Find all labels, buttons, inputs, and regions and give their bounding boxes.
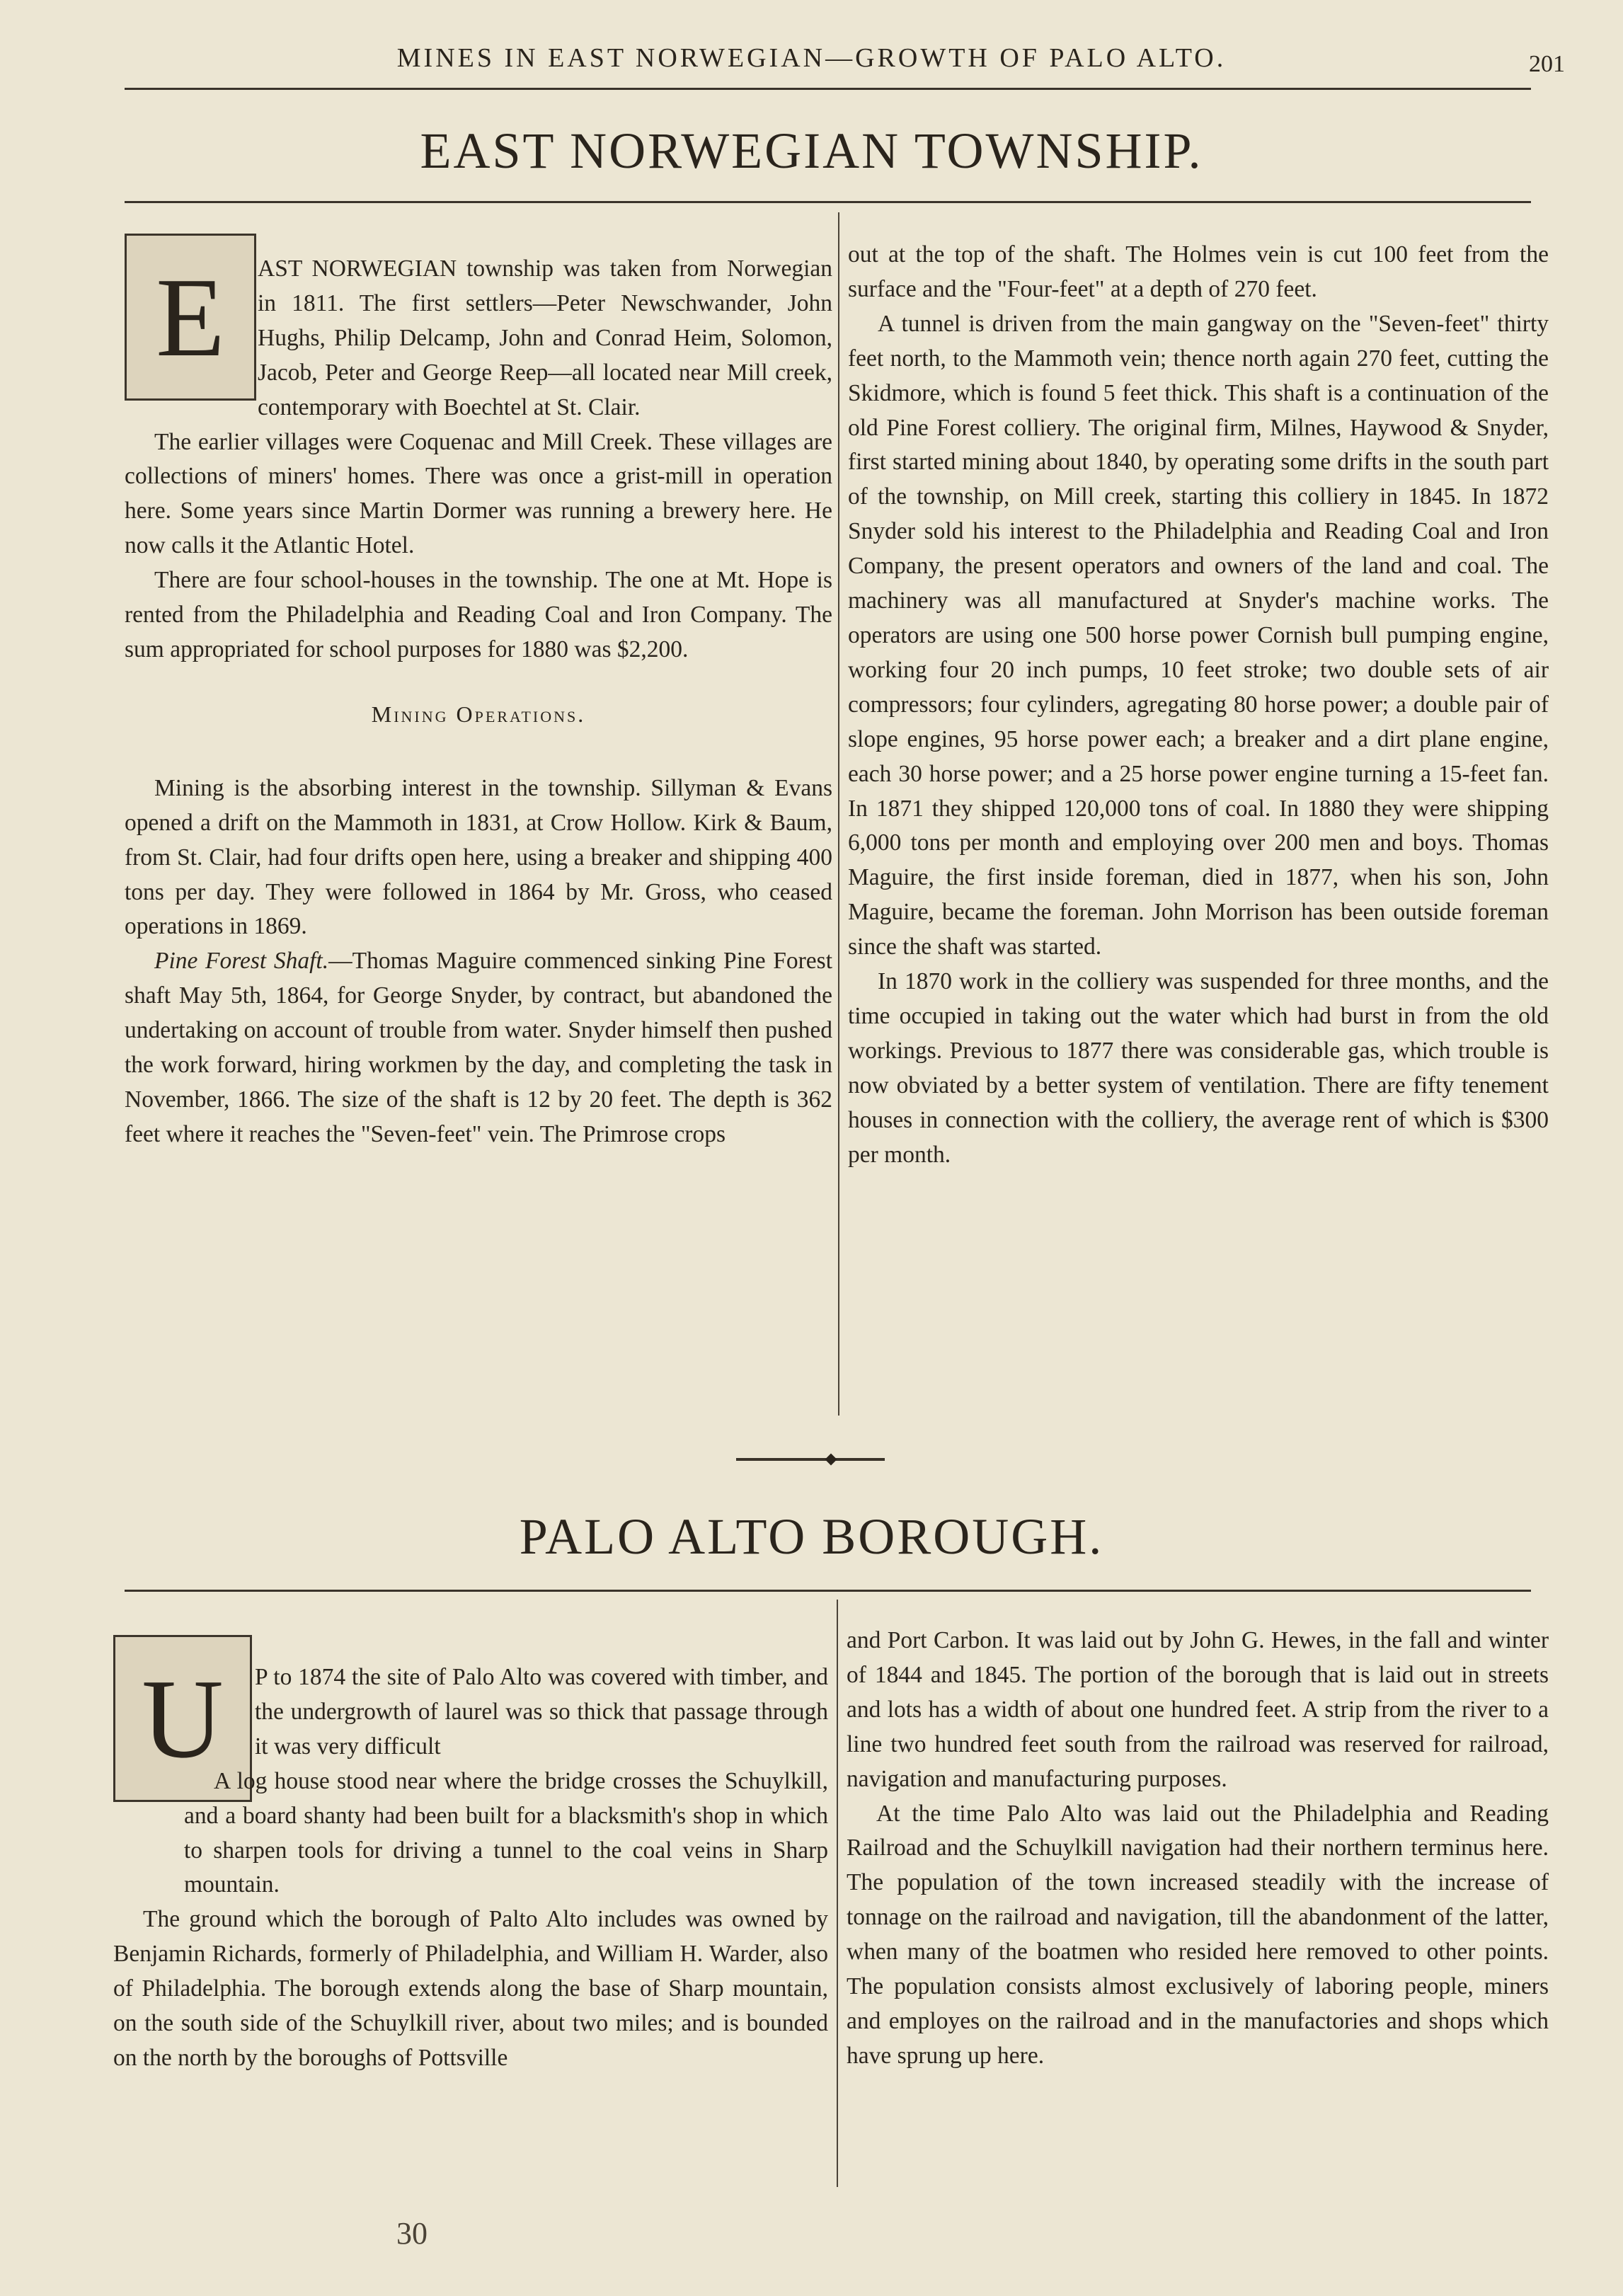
section1-paragraph: Mining is the absorbing interest in the township. Sillyman & Evans opened a drift on the Mammoth in 1831, at Crow Hollow. Kirk & Baum, from St. Clair, had four drifts open here, using a breaker and shipping 400 tons per day. They were followed in 1864 by Mr. Gross, who ceased operations in 1869. (125, 774, 832, 940)
header-rule (125, 88, 1531, 90)
section2-paragraph: The ground which the borough of Palto Alto includes was owned by Benjamin Richards, formerly of Philadelphia, and William H. Warder, also of Philadelphia. The borough extends along the base of Sharp mountain, on the south side of the Schuylkill river, about two miles; and is bounded on the north by the boroughs of Pottsville (113, 1906, 828, 2071)
section2-paragraph: and Port Carbon. It was laid out by John G. Hewes, in the fall and winter of 1844 and 1845. The portion of the borough that is laid out in streets and lots has a width of about one hundred feet. A strip from the river to a line two hundred feet south from the railroad was reserved for railroad, navigation and manufacturing purposes. (847, 1627, 1549, 1792)
section1-column-divider (838, 212, 839, 1416)
section1-paragraph: In 1870 work in the colliery was suspended for three months, and the time occupied in taking out the water which had burst in from the old workings. Previous to 1877 there was considerable gas, which trouble is now obviated by a better system of ventilation. There are fifty tenement houses in connection with the colliery, the average rent of which is $300 per month. (848, 968, 1549, 1168)
section2-column-divider (837, 1600, 838, 2187)
pine-forest-shaft-text: —Thomas Maguire commenced sinking Pine Forest shaft May 5th, 1864, for George Snyder, by contract, but abandoned the undertaking on account of trouble from water. Snyder himself then pushed the work forward, hiring workmen by the day, and completing the task in November, 1866. The size of the shaft is 12 by 20 feet. The depth is 362 feet where it reaches the "Seven-feet" vein. The Primrose crops (125, 948, 832, 1147)
page-number: 201 (1529, 51, 1565, 77)
section1-paragraph: There are four school-houses in the township. The one at Mt. Hope is rented from the Philadelphia and Reading Coal and Iron Company. The sum appropriated for school purposes for 1880 was $2,200. (125, 567, 832, 662)
section2-rule (125, 1590, 1531, 1592)
section1-paragraph: A tunnel is driven from the main gangway on the "Seven-feet" thirty feet north, to the Mammoth vein; thence north again 270 feet, cutting the Skidmore, which is found 5 feet thick. This shaft is a continuation of the old Pine Forest colliery. The original firm, Milnes, Haywood & Snyder, first started mining about 1840, by operating some drifts in the south part of the township, on Mill creek, starting this colliery in 1845. In 1872 Snyder sold his interest to the Philadelphia and Reading Coal and Iron Company, the present operators and owners of the land and coal. The machinery was all manufactured at Snyder's machine works. The operators are using one 500 horse power Cornish bull pumping engine, working four 20 inch pumps, 10 feet stroke; two double sets of air compressors; four cylinders, agregating 80 horse power; a double pair of slope engines, 95 horse power each; a breaker and a dirt plane engine, each 30 horse power; and a 25 horse power engine turning a 15-feet fan. In 1871 they shipped 120,000 tons of coal. In 1880 they were shipping 6,000 tons per month and employing over 200 men and boys. Thomas Maguire, the first inside foreman, died in 1877, when his son, John Maguire, became the foreman. John Morrison has been outside foreman since the shaft was started. (848, 310, 1549, 960)
section1-right-column (848, 238, 1549, 1172)
section2-paragraph: At the time Palo Alto was laid out the Philadelphia and Reading Railroad and the Schuylkill navigation had their northern terminus here. The population of the town increased steadily with the increase of tonnage on the railroad and navigation, till the abandonment of the latter, when many of the boatmen who resided here removed to other points. The population consists almost exclusively of laboring people, miners and employes on the railroad and in the manufactories and shops which have sprung up here. (847, 1800, 1549, 2069)
running-title: MINES IN EAST NORWEGIAN—GROWTH OF PALO ALTO. (396, 43, 1227, 73)
section2-right-column (847, 1624, 1549, 2074)
section1-paragraph: The earlier villages were Coquenac and Mill Creek. These villages are collections of miners' homes. There was once a grist-mill in operation here. Some years since Martin Dormer was running a brewery here. He now calls it the Atlantic Hotel. (125, 428, 832, 559)
pine-forest-shaft-heading: Pine Forest Shaft. (154, 948, 329, 975)
section1-left-column (125, 252, 832, 1152)
drop-cap-u: U (113, 1635, 252, 1802)
mining-operations-subhead: Mining Operations. (371, 701, 586, 727)
section1-paragraph (125, 944, 832, 1152)
section-title-east-norwegian: EAST NORWEGIAN TOWNSHIP. (420, 122, 1203, 179)
section2-lead-paragraph: P to 1874 the site of Palo Alto was covered with timber, and the undergrowth of laurel was so thick that passage through it was very difficult (255, 1664, 828, 1760)
section-title-palo-alto: PALO ALTO BOROUGH. (519, 1508, 1104, 1565)
section-ornament-rule (736, 1458, 885, 1461)
signature-folio: 30 (396, 2216, 428, 2251)
section2-paragraph: A log house stood near where the bridge crosses the Schuylkill, and a board shanty had been built for a blacksmith's shop in which to sharpen tools for driving a tunnel to the coal veins in Sharp mountain. (184, 1767, 828, 1898)
section-ornament-dot (825, 1454, 837, 1466)
section1-lead-paragraph: AST NORWEGIAN township was taken from Norwegian in 1811. The first settlers—Peter Newschwander, John Hughs, Philip Delcamp, John and Conrad Heim, Solomon, Jacob, Peter and George Reep—all located near Mill creek, contemporary with Boechtel at St. Clair. (258, 256, 832, 420)
section1-paragraph: out at the top of the shaft. The Holmes vein is cut 100 feet from the surface and the "Four-feet" at a depth of 270 feet. (848, 241, 1549, 302)
drop-cap-e: E (125, 234, 256, 401)
section2-left-column (113, 1660, 828, 2076)
section1-rule (125, 201, 1531, 203)
